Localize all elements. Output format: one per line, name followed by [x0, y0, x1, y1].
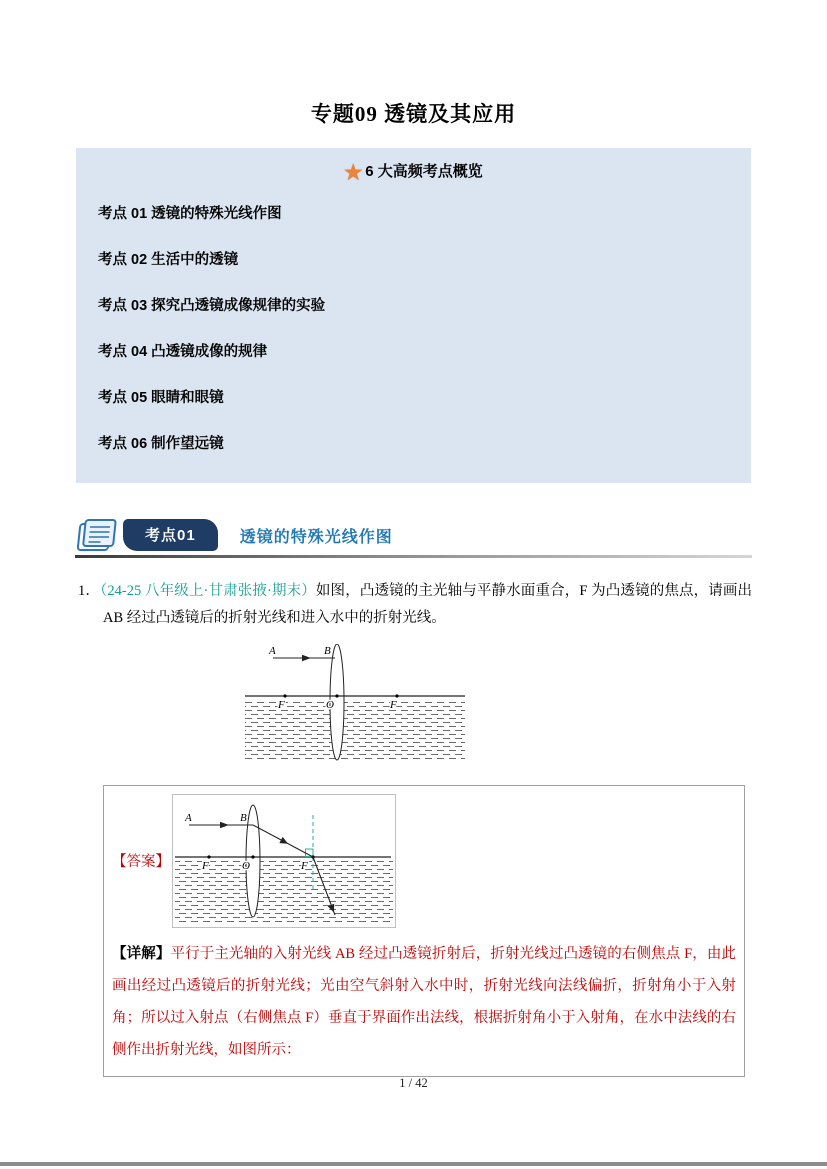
- label-B: B: [240, 811, 247, 824]
- focal-point-right-dot: [395, 694, 398, 697]
- answer-box: [103, 785, 745, 1077]
- explanation: [112, 938, 736, 1066]
- overview-heading-text: 6 大高频考点概览: [365, 163, 483, 180]
- kaodian-badge: 考点01: [123, 519, 218, 551]
- label-A: A: [185, 811, 192, 824]
- overview-item-5: 考点 05 眼睛和眼镜: [98, 389, 224, 406]
- question-diagram: [245, 644, 465, 771]
- incident-ray-arrowhead: [302, 654, 311, 660]
- answer-label: 【答案】: [112, 854, 170, 870]
- section-divider: [75, 555, 752, 558]
- answer-row: [112, 794, 736, 928]
- page-number: 1 / 42: [399, 1076, 428, 1090]
- optical-center-dot: [335, 694, 338, 697]
- label-F-left: F: [202, 859, 209, 872]
- focal-point-left-dot: [283, 694, 286, 697]
- question-body: 如图，凸透镜的主光轴与平静水面重合，F 为凸透镜的焦点，请画出 AB 经过凸透镜后的折射光线和进入水中的折射光线。: [103, 582, 753, 626]
- overview-item-1: 考点 01 透镜的特殊光线作图: [98, 205, 282, 222]
- question-number: 1．: [78, 582, 101, 599]
- label-O: O: [242, 859, 250, 872]
- explanation-label: 【详解】: [112, 945, 171, 962]
- label-B: B: [324, 644, 331, 657]
- incident-ray-arrowhead: [220, 821, 229, 827]
- label-F-left: F: [278, 698, 285, 711]
- overview-item-3: 考点 03 探究凸透镜成像规律的实验: [98, 297, 326, 314]
- label-O: O: [326, 698, 334, 711]
- section-title: 透镜的特殊光线作图: [239, 528, 393, 546]
- answer-diagram: [173, 795, 395, 927]
- question-source: （24-25 八年级上·甘肃张掖·期末）: [100, 582, 316, 599]
- overview-item-2: 考点 02 生活中的透镜: [98, 251, 239, 268]
- overview-item-6: 考点 06 制作望远镜: [98, 435, 224, 452]
- lens-water-diagram: [245, 644, 465, 766]
- focal-point-left-dot: [207, 855, 210, 858]
- refracted-ray-arrowhead: [279, 836, 289, 846]
- question: [78, 578, 752, 632]
- section-header: [75, 517, 752, 553]
- label-A: A: [269, 644, 276, 657]
- explanation-text: 平行于主光轴的入射光线 AB 经过凸透镜折射后，折射光线过凸透镜的右侧焦点 F，由此画出经过凸透镜后的折射光线；光由空气斜射入水中时，折射光线向法线偏折，折射角小于入射角；所以过入射点（右侧焦点 F）垂直于界面作出法线，根据折射角小于入射角，在水中法线的右侧作出折射光线，如图所示：: [112, 945, 736, 1058]
- star-icon: ★: [344, 162, 363, 184]
- overview-box: [76, 148, 751, 483]
- page-title: 专题09 透镜及其应用: [310, 102, 517, 126]
- notebook-icon: [75, 518, 119, 552]
- page-bottom-edge: [0, 1162, 827, 1166]
- label-F-right: F: [390, 698, 397, 711]
- overview-heading: [88, 160, 739, 185]
- overview-item-4: 考点 04 凸透镜成像的规律: [98, 343, 268, 360]
- answer-figure: [172, 794, 396, 928]
- optical-center-dot: [251, 855, 254, 858]
- label-F-right: F: [301, 859, 308, 872]
